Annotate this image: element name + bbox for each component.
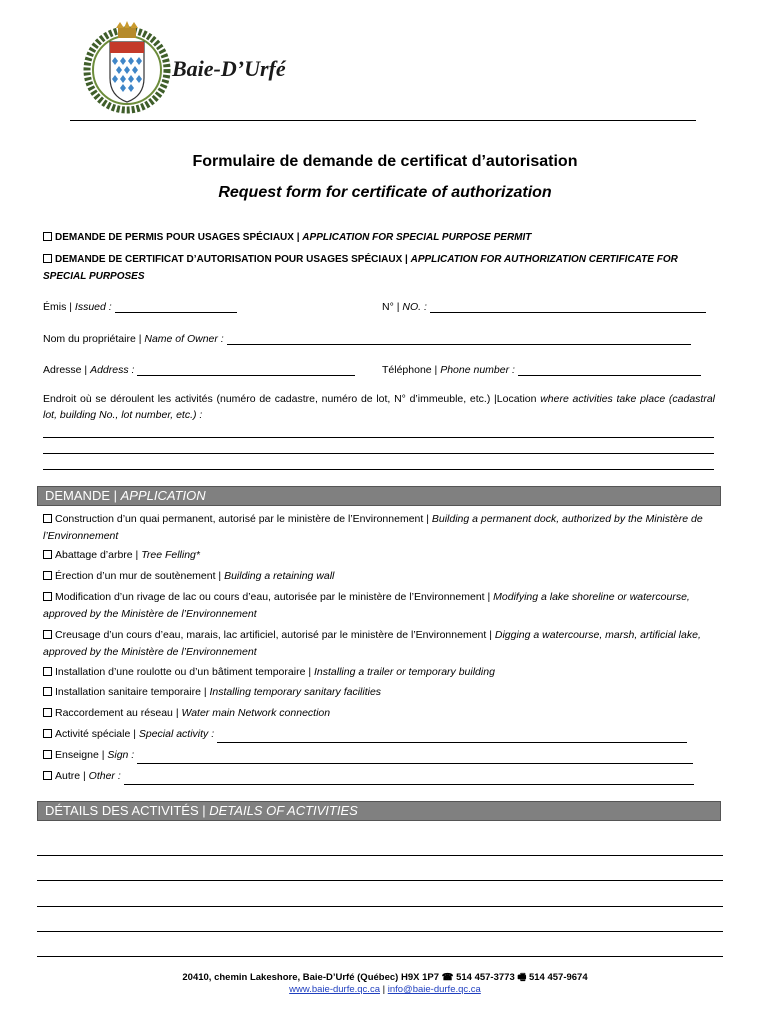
other-checkbox[interactable]	[43, 771, 52, 780]
details-section-header: DÉTAILS DES ACTIVITÉS | DETAILS OF ACTIVITIES	[37, 801, 721, 821]
town-crest-logo	[82, 20, 172, 114]
details-line-3[interactable]	[37, 906, 723, 907]
owner-field: Nom du propriétaire | Name of Owner :	[43, 333, 691, 345]
number-field: N° | NO. :	[382, 301, 706, 313]
header-divider	[70, 120, 696, 121]
sanitary-checkbox[interactable]	[43, 687, 52, 696]
website-link[interactable]: www.baie-durfe.qc.ca	[289, 984, 380, 995]
footer-address: 20410, chemin Lakeshore, Baie-D’Urfé (Québec) H9X 1P7 ☎ 514 457-3773 🖷 514 457-9674	[182, 972, 588, 983]
application-section-header: DEMANDE | APPLICATION	[37, 486, 721, 506]
town-name: Baie-D’Urfé	[172, 56, 286, 81]
application-item-other: Autre | Other :	[43, 768, 719, 785]
details-line-5[interactable]	[37, 956, 723, 957]
letterhead	[82, 20, 702, 116]
application-item-retaining-wall: Érection d’un mur de soutènement | Building a retaining wall	[43, 568, 719, 585]
phone-input[interactable]	[518, 365, 701, 376]
form-title-fr: Formulaire de demande de certificat d’autorisation	[192, 153, 578, 170]
application-item-network-connection: Raccordement au réseau | Water main Network connection	[43, 705, 719, 722]
application-item-digging-watercourse: Creusage d’un cours d’eau, marais, lac artificiel, autorisé par le ministère de l’Environnement | Digging a watercourse, marsh, artificial lake, approved by the Ministère de l’Environnement	[43, 629, 701, 658]
application-item-sign: Enseigne | Sign :	[43, 747, 719, 764]
special-activity-checkbox[interactable]	[43, 729, 52, 738]
permanent-dock-checkbox[interactable]	[43, 514, 52, 523]
location-line-1[interactable]	[43, 437, 714, 438]
special-permit-checkbox[interactable]	[43, 232, 52, 241]
phone-field: Téléphone | Phone number :	[382, 364, 701, 376]
form-title-en: Request form for certificate of authorization	[218, 184, 552, 201]
issued-input[interactable]	[115, 302, 237, 313]
details-line-4[interactable]	[37, 931, 723, 932]
details-line-2[interactable]	[37, 880, 723, 881]
owner-input[interactable]	[227, 334, 691, 345]
address-field: Adresse | Address :	[43, 364, 355, 376]
application-item-trailer: Installation d’une roulotte ou d’un bâtiment temporaire | Installing a trailer or temporary building	[43, 664, 719, 681]
special-activity-input[interactable]	[217, 732, 687, 743]
location-line-3[interactable]	[43, 469, 714, 470]
retaining-wall-checkbox[interactable]	[43, 571, 52, 580]
tree-felling-checkbox[interactable]	[43, 550, 52, 559]
permit-type-special-purpose: DEMANDE DE PERMIS POUR USAGES SPÉCIAUX | APPLICATION FOR SPECIAL PURPOSE PERMIT	[43, 229, 531, 246]
sign-input[interactable]	[137, 753, 693, 764]
application-item-shoreline: Modification d’un rivage de lac ou cours d’eau, autorisée par le ministère de l’Environnement | Modifying a lake shoreline or watercourse, approved by the Ministère de l’Environnement	[43, 591, 690, 620]
email-link[interactable]: info@baie-durfe.qc.ca	[387, 984, 481, 995]
address-input[interactable]	[137, 365, 355, 376]
trailer-checkbox[interactable]	[43, 667, 52, 676]
application-item-sanitary: Installation sanitaire temporaire | Installing temporary sanitary facilities	[43, 684, 719, 701]
details-line-1[interactable]	[37, 855, 723, 856]
application-item-permanent-dock: Construction d’un quai permanent, autorisé par le ministère de l’Environnement | Building a permanent dock, authorized by the Ministère de l’Environnement	[43, 513, 703, 542]
digging-watercourse-checkbox[interactable]	[43, 630, 52, 639]
application-item-tree-felling: Abattage d’arbre | Tree Felling*	[43, 547, 719, 564]
location-line-2[interactable]	[43, 453, 714, 454]
sign-checkbox[interactable]	[43, 750, 52, 759]
authorization-certificate-checkbox[interactable]	[43, 254, 52, 263]
issued-field: Émis | Issued :	[43, 301, 237, 313]
application-item-special-activity: Activité spéciale | Special activity :	[43, 726, 719, 743]
permit-type-authorization-certificate: DEMANDE DE CERTIFICAT D’AUTORISATION POUR USAGES SPÉCIAUX | APPLICATION FOR AUTHORIZATION CERTIFICATE FOR SPECIAL PURPOSES	[43, 254, 678, 282]
number-input[interactable]	[430, 302, 706, 313]
network-connection-checkbox[interactable]	[43, 708, 52, 717]
footer-links: www.baie-durfe.qc.ca | info@baie-durfe.qc.ca	[289, 984, 481, 995]
shoreline-checkbox[interactable]	[43, 592, 52, 601]
location-description: Endroit où se déroulent les activités (numéro de cadastre, numéro de lot, N° d’immeuble, etc.) |Location where activities take place (cadastral lot, building No., lot number, etc.) :	[43, 393, 715, 421]
other-input[interactable]	[124, 774, 694, 785]
